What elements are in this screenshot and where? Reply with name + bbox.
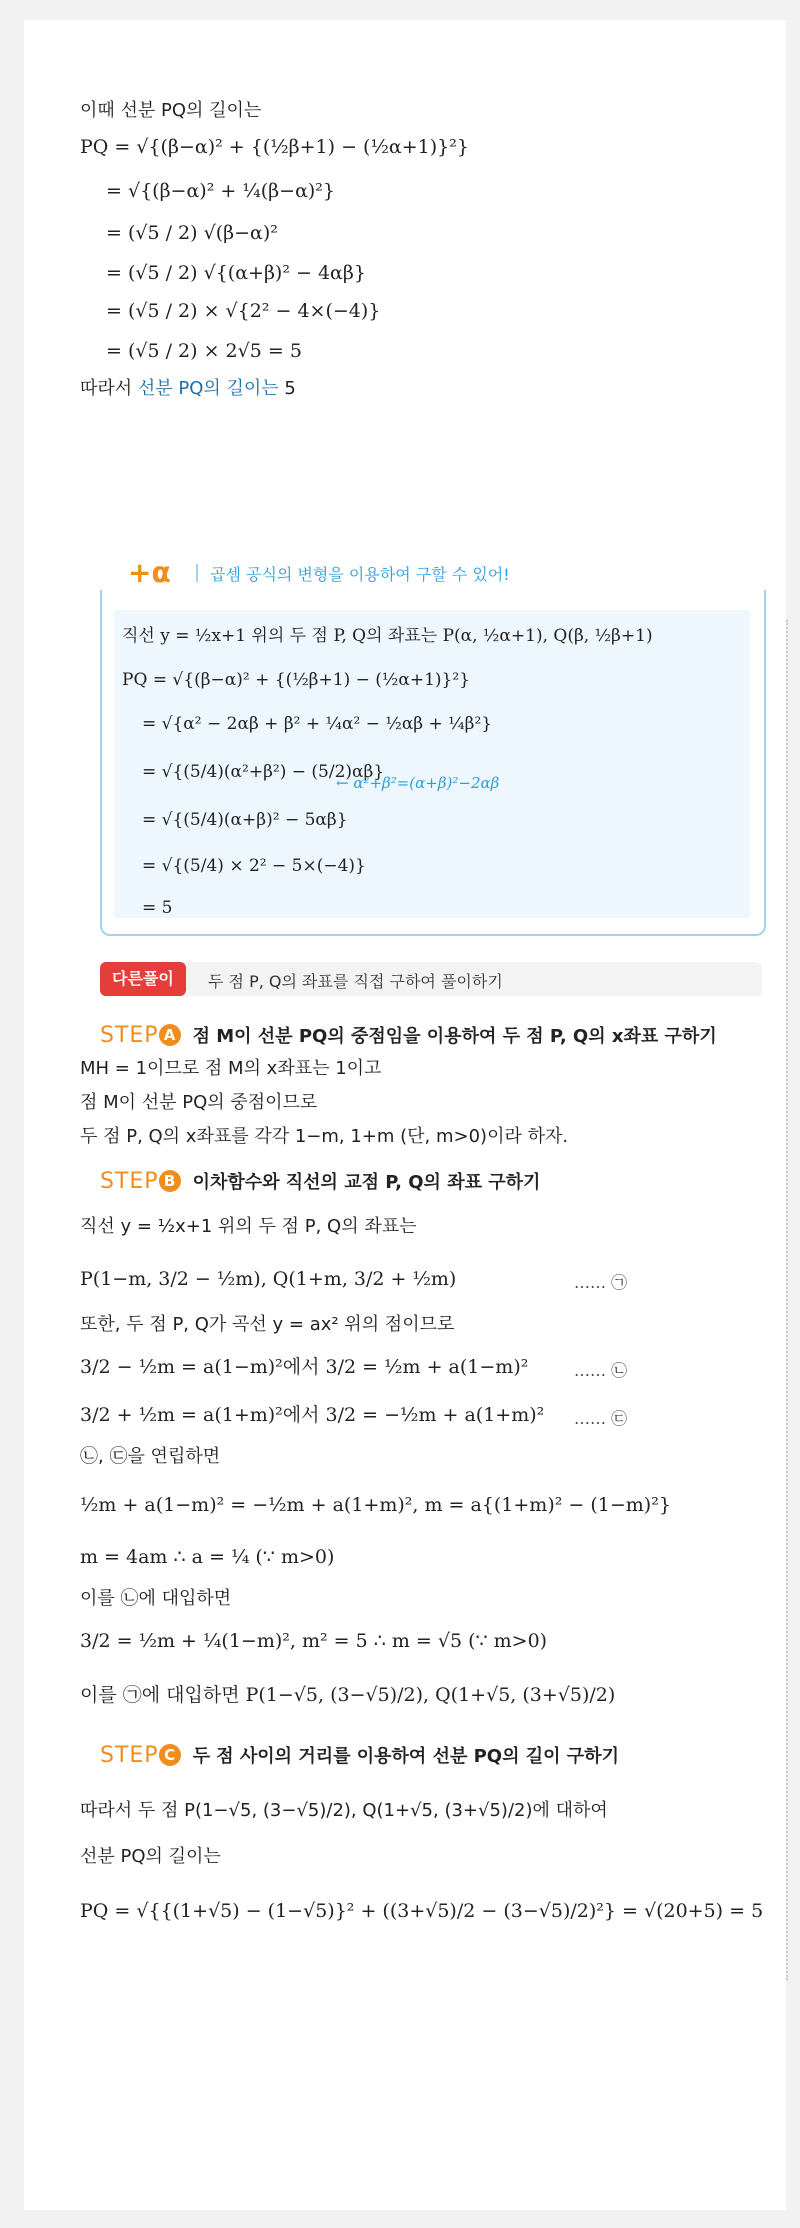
step-c-line: PQ = √{{(1+√5) − (1−√5)}² + ((3+√5)/2 − (3−√5)/2)²} = √(20+5) = 5	[80, 1900, 764, 1922]
step-c-line: 따라서 두 점 P(1−√5, (3−√5)/2), Q(1+√5, (3+√5)/2)에 대하여	[80, 1800, 608, 1821]
tip-title: 곱셈 공식의 변형을 이용하여 구할 수 있어!	[210, 562, 510, 585]
step-b-line: m = 4am ∴ a = ¼ (∵ m>0)	[80, 1546, 335, 1568]
step-b-line: 이를 ㉠에 대입하면 P(1−√5, (3−√5)/2), Q(1+√5, (3+√5)/2)	[80, 1684, 616, 1706]
step-b-heading: STEP B 이차함수와 직선의 교점 P, Q의 좌표 구하기	[100, 1169, 541, 1194]
step-b-line: ㉡, ㉢을 연립하면	[80, 1446, 221, 1467]
equation-line: = (√5 / 2) √{(α+β)² − 4αβ}	[106, 262, 366, 284]
step-b-line: 3/2 − ½m = a(1−m)²에서 3/2 = ½m + a(1−m)²	[80, 1356, 529, 1378]
step-c-circle: C	[159, 1744, 181, 1766]
equation-line: = (√5 / 2) × 2√5 = 5	[106, 340, 302, 362]
step-a-line: 점 M이 선분 PQ의 중점이므로	[80, 1092, 318, 1113]
step-b-line: 또한, 두 점 P, Q가 곡선 y = ax² 위의 점이므로	[80, 1314, 455, 1335]
step-b-line: P(1−m, 3/2 − ½m), Q(1+m, 3/2 + ½m)	[80, 1268, 457, 1290]
step-c-heading: STEP C 두 점 사이의 거리를 이용하여 선분 PQ의 길이 구하기	[100, 1743, 619, 1768]
alt-solution-bar	[100, 962, 762, 996]
equation-line: PQ = √{(β−α)² + {(½β+1) − (½α+1)}²}	[80, 136, 469, 158]
alt-solution-badge: 다른풀이	[100, 962, 186, 996]
equation-line: = (√5 / 2) × √{2² − 4×(−4)}	[106, 300, 381, 322]
step-b-line: 이를 ㉡에 대입하면	[80, 1588, 232, 1609]
step-a-line: MH = 1이므로 점 M의 x좌표는 1이고	[80, 1058, 382, 1079]
step-a-line: 두 점 P, Q의 x좌표를 각각 1−m, 1+m (단, m>0)이라 하자.	[80, 1126, 569, 1147]
tip-line: PQ = √{(β−α)² + {(½β+1) − (½α+1)}²}	[122, 670, 470, 690]
tip-line: = √{(5/4) × 2² − 5×(−4)}	[142, 856, 366, 876]
step-a-circle: A	[159, 1024, 181, 1046]
step-b-circle: B	[159, 1170, 181, 1192]
equation-line: = (√5 / 2) √(β−α)²	[106, 222, 278, 244]
tip-line: = √{α² − 2αβ + β² + ¼α² − ½αβ + ¼β²}	[142, 714, 493, 734]
step-a-heading: STEP A 점 M이 선분 PQ의 중점임을 이용하여 두 점 P, Q의 x좌표 구하기	[100, 1023, 717, 1048]
step-b-line: ½m + a(1−m)² = −½m + a(1+m)², m = a{(1+m)² − (1−m)²}	[80, 1494, 671, 1516]
alt-solution-title: 두 점 P, Q의 좌표를 직접 구하여 풀이하기	[208, 972, 503, 991]
conclusion: 따라서 선분 PQ의 길이는 5	[80, 378, 296, 399]
tip-line: = 5	[142, 898, 173, 918]
tip-box	[100, 556, 766, 936]
tip-line: = √{(5/4)(α²+β²) − (5/2)αβ}	[142, 762, 385, 782]
plus-alpha-icon: +α	[128, 556, 171, 589]
equation-line: = √{(β−α)² + ¼(β−α)²}	[106, 180, 336, 202]
tip-line: 직선 y = ½x+1 위의 두 점 P, Q의 좌표는 P(α, ½α+1), Q(β, ½β+1)	[122, 626, 653, 646]
equation-tag: …… ㉡	[574, 1361, 628, 1380]
margin-dotted-rule	[786, 620, 788, 1980]
tip-line: = √{(5/4)(α+β)² − 5αβ}	[142, 810, 348, 830]
step-b-line: 직선 y = ½x+1 위의 두 점 P, Q의 좌표는	[80, 1216, 417, 1237]
intro-text: 이때 선분 PQ의 길이는	[80, 100, 262, 121]
highlight-text: 선분 PQ의 길이는	[137, 378, 279, 399]
equation-tag: …… ㉠	[574, 1273, 628, 1292]
step-b-line: 3/2 = ½m + ¼(1−m)², m² = 5 ∴ m = √5 (∵ m>0)	[80, 1630, 548, 1652]
step-c-line: 선분 PQ의 길이는	[80, 1846, 221, 1867]
tip-note: ← α²+β²=(α+β)²−2αβ	[336, 774, 500, 792]
step-b-line: 3/2 + ½m = a(1+m)²에서 3/2 = −½m + a(1+m)²	[80, 1404, 545, 1426]
equation-tag: …… ㉢	[574, 1409, 628, 1428]
